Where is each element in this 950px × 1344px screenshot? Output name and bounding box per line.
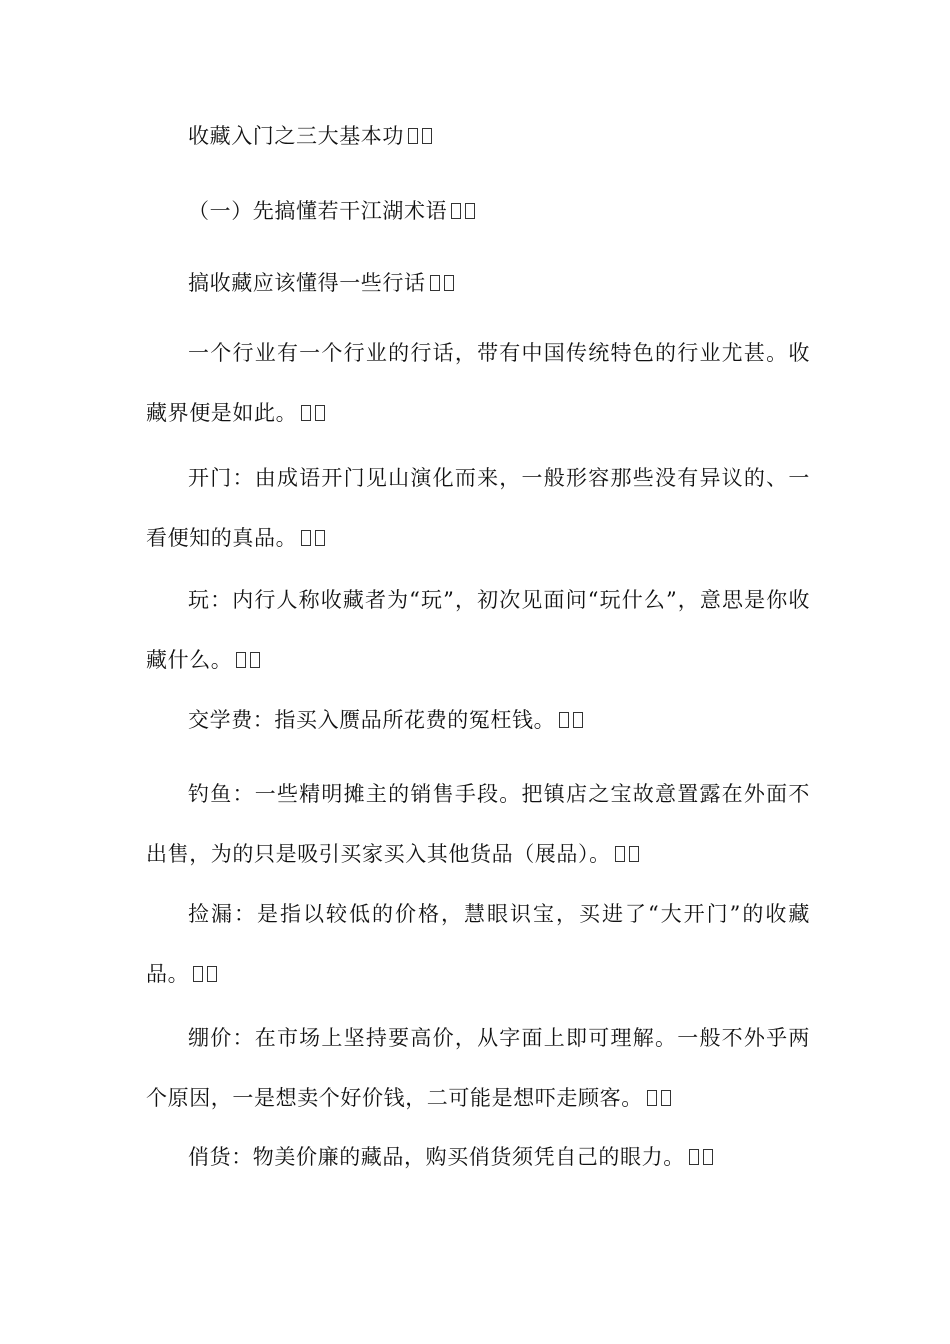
- document-title: 收藏入门之三大基本功: [146, 106, 810, 166]
- missing-glyph-icon: [408, 128, 418, 144]
- missing-glyph-icon: [315, 530, 325, 546]
- missing-glyph-icon: [465, 203, 475, 219]
- missing-glyph-icon: [647, 1090, 657, 1106]
- missing-glyph-icon: [315, 405, 325, 421]
- missing-glyph-icon: [451, 203, 461, 219]
- missing-glyph-icon: [193, 966, 203, 982]
- paragraph-qiaohuo: 俏货：物美价廉的藏品，购买俏货须凭自己的眼力。: [146, 1127, 810, 1187]
- missing-glyph-icon: [703, 1149, 713, 1165]
- paragraph-diaoyu: 钓鱼：一些精明摊主的销售手段。把镇店之宝故意置露在外面不出售，为的只是吸引买家买入其他货品（展品）。: [146, 782, 810, 866]
- paragraph-jiaoxuefei: 交学费：指买入赝品所花费的冤枉钱。: [146, 690, 810, 750]
- missing-glyph-icon: [573, 712, 583, 728]
- missing-glyph-icon: [430, 275, 440, 291]
- paragraph-bengjia: 绷价：在市场上坚持要高价，从字面上即可理解。一般不外乎两个原因，一是想卖个好价钱，二可能是想吓走顾客。: [146, 1026, 810, 1110]
- intro-paragraph: 搞收藏应该懂得一些行话: [146, 253, 810, 313]
- missing-glyph-icon: [629, 846, 639, 862]
- missing-glyph-icon: [236, 652, 246, 668]
- missing-glyph-icon: [559, 712, 569, 728]
- missing-glyph-icon: [301, 530, 311, 546]
- missing-glyph-icon: [422, 128, 432, 144]
- missing-glyph-icon: [250, 652, 260, 668]
- section-heading: （一）先搞懂若干江湖术语: [146, 181, 810, 241]
- paragraph-kaimen: 开门：由成语开门见山演化而来，一般形容那些没有异议的、一看便知的真品。: [146, 466, 810, 550]
- missing-glyph-icon: [661, 1090, 671, 1106]
- missing-glyph-icon: [301, 405, 311, 421]
- paragraph-wan: 玩：内行人称收藏者为“玩”，初次见面问“玩什么”，意思是你收藏什么。: [146, 588, 810, 672]
- missing-glyph-icon: [207, 966, 217, 982]
- paragraph-jianlou: 捡漏：是指以较低的价格，慧眼识宝，买进了“大开门”的收藏品。: [146, 902, 810, 986]
- missing-glyph-icon: [615, 846, 625, 862]
- paragraph-industry-jargon: 一个行业有一个行业的行话，带有中国传统特色的行业尤甚。收藏界便是如此。: [146, 341, 810, 425]
- missing-glyph-icon: [444, 275, 454, 291]
- missing-glyph-icon: [689, 1149, 699, 1165]
